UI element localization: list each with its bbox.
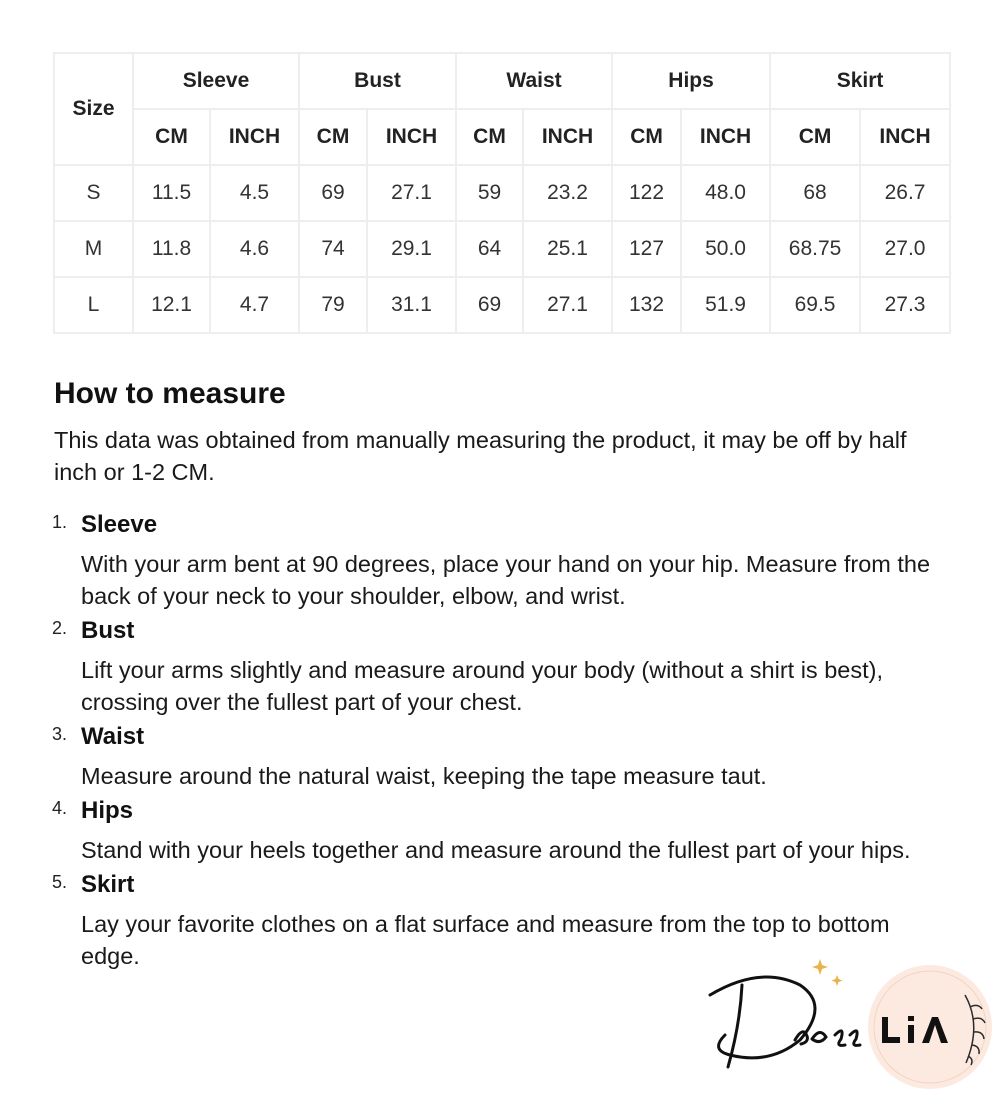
step-title: Hips	[81, 797, 134, 824]
table-cell: 4.5	[210, 165, 299, 221]
unit-header: CM	[299, 109, 367, 165]
table-cell: 79	[299, 277, 367, 333]
table-cell: 27.1	[367, 165, 456, 221]
list-item	[54, 794, 944, 866]
section-title: How to measure	[54, 377, 286, 410]
table-cell: 11.8	[133, 221, 210, 277]
step-description: Measure around the natural waist, keeping the tape measure taut.	[81, 763, 767, 789]
step-description: Stand with your heels together and measure around the fullest part of your hips.	[81, 837, 911, 863]
step-description: With your arm bent at 90 degrees, place your hand on your hip. Measure from the back of your neck to your shoulder, elbow, and wrist.	[81, 551, 931, 609]
table-cell: 23.2	[523, 165, 612, 221]
table-cell: 132	[612, 277, 681, 333]
step-title: Sleeve	[81, 511, 158, 538]
table-cell: 11.5	[133, 165, 210, 221]
group-header-bust: Bust	[299, 53, 456, 109]
table-cell: 68.75	[770, 221, 860, 277]
group-header-skirt: Skirt	[770, 53, 950, 109]
table-cell: 69.5	[770, 277, 860, 333]
intro-paragraph: This data was obtained from manually measuring the product, it may be off by half inch or 1-2 CM.	[54, 427, 907, 485]
table-row	[54, 277, 950, 333]
table-cell: 12.1	[133, 277, 210, 333]
table-cell: 69	[456, 277, 523, 333]
table-cell: 74	[299, 221, 367, 277]
table-row	[54, 221, 950, 277]
step-number: 5.	[52, 872, 68, 892]
list-item	[54, 720, 944, 792]
step-number: 1.	[52, 512, 68, 532]
step-number: 3.	[52, 724, 68, 744]
table-cell: 59	[456, 165, 523, 221]
size-cell: L	[54, 277, 133, 333]
table-cell: 50.0	[681, 221, 770, 277]
unit-header: CM	[133, 109, 210, 165]
table-unit-header-row	[54, 109, 950, 165]
table-cell: 68	[770, 165, 860, 221]
table-cell: 29.1	[367, 221, 456, 277]
step-title: Skirt	[81, 871, 135, 898]
step-number: 2.	[52, 618, 68, 638]
unit-header: CM	[456, 109, 523, 165]
brand-watermark-logo	[700, 955, 1000, 1095]
unit-header: CM	[612, 109, 681, 165]
table-cell: 27.1	[523, 277, 612, 333]
table-cell: 127	[612, 221, 681, 277]
step-description: Lift your arms slightly and measure around your body (without a shirt is best), crossing over the fullest part of your chest.	[81, 657, 883, 715]
unit-header: INCH	[860, 109, 950, 165]
table-cell: 4.6	[210, 221, 299, 277]
group-header-sleeve: Sleeve	[133, 53, 299, 109]
script-wordmark	[710, 977, 860, 1067]
size-cell: M	[54, 221, 133, 277]
table-cell: 48.0	[681, 165, 770, 221]
table-cell: 31.1	[367, 277, 456, 333]
table-cell: 4.7	[210, 277, 299, 333]
unit-header: INCH	[210, 109, 299, 165]
size-cell: S	[54, 165, 133, 221]
step-title: Waist	[81, 723, 145, 750]
table-cell: 51.9	[681, 277, 770, 333]
size-column-header: Size	[54, 53, 133, 165]
step-title: Bust	[81, 617, 135, 644]
unit-header: CM	[770, 109, 860, 165]
table-cell: 69	[299, 165, 367, 221]
size-chart-table	[53, 52, 951, 334]
group-header-hips: Hips	[612, 53, 770, 109]
unit-header: INCH	[367, 109, 456, 165]
table-row	[54, 165, 950, 221]
table-cell: 64	[456, 221, 523, 277]
list-item	[54, 508, 944, 612]
how-to-measure-section	[54, 372, 944, 974]
list-item	[54, 614, 944, 718]
step-description: Lay your favorite clothes on a flat surface and measure from the top to bottom edge.	[81, 911, 890, 969]
step-number: 4.	[52, 798, 68, 818]
sparkle-icon	[812, 959, 843, 986]
unit-header: INCH	[523, 109, 612, 165]
group-header-waist: Waist	[456, 53, 612, 109]
table-group-header-row	[54, 53, 950, 109]
table-cell: 122	[612, 165, 681, 221]
unit-header: INCH	[681, 109, 770, 165]
table-cell: 27.0	[860, 221, 950, 277]
measure-steps-list	[54, 508, 944, 972]
table-cell: 25.1	[523, 221, 612, 277]
dresslia-logo	[700, 955, 1000, 1095]
table-cell: 26.7	[860, 165, 950, 221]
table-cell: 27.3	[860, 277, 950, 333]
